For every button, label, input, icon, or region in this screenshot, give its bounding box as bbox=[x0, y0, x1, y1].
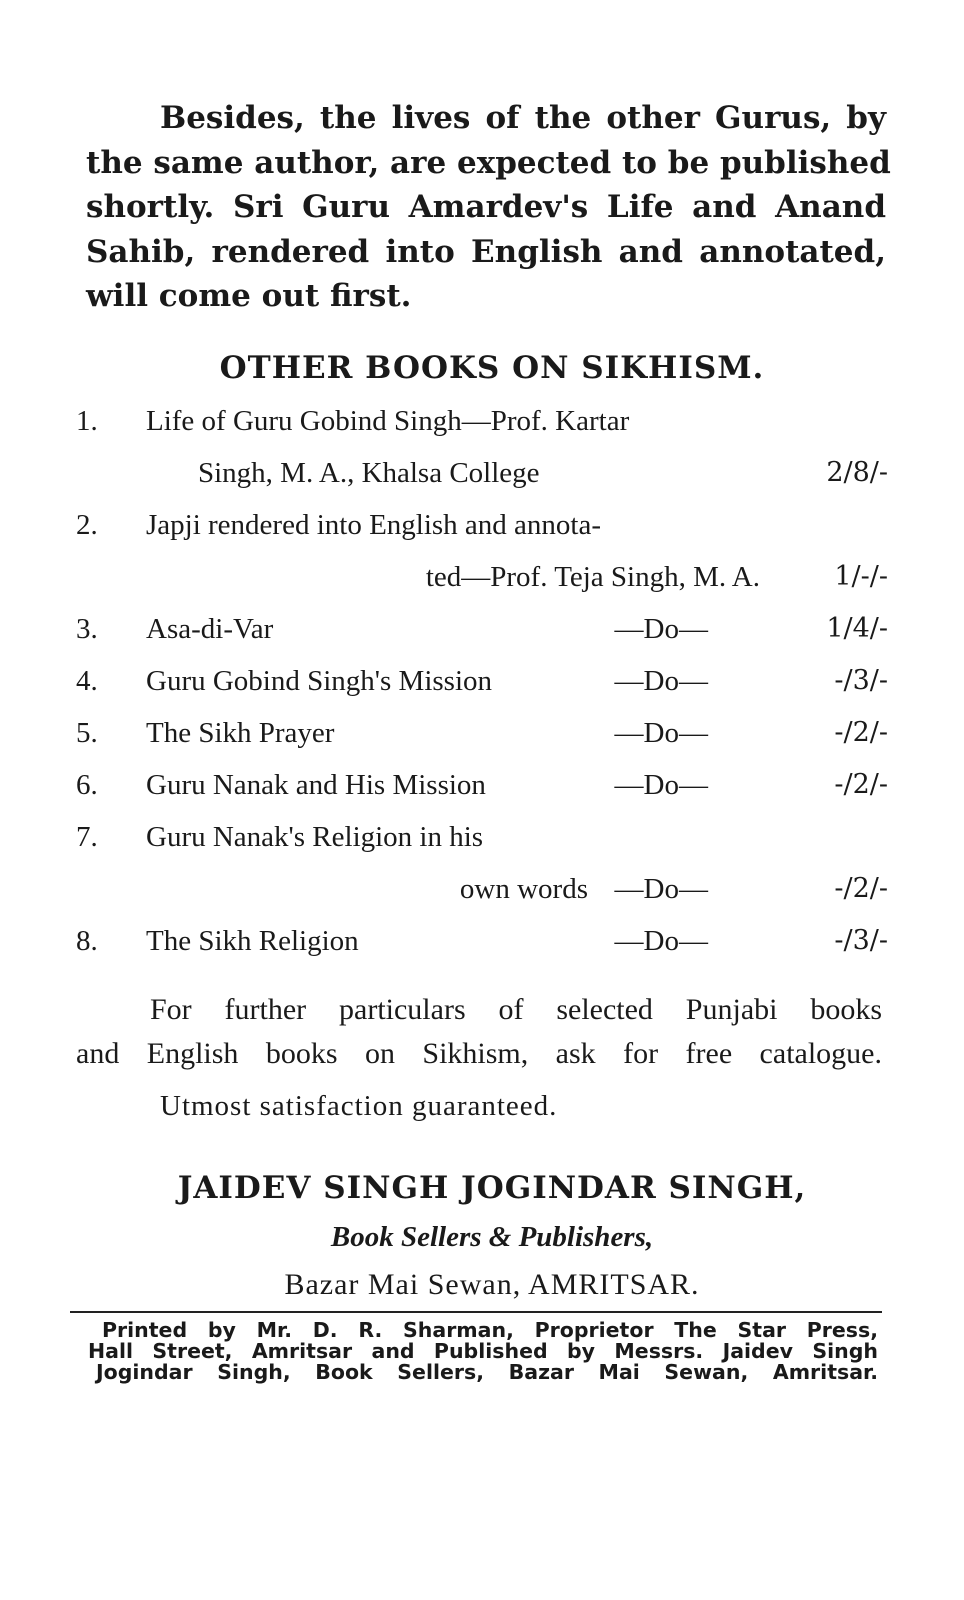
book-author: —Do— bbox=[614, 717, 708, 749]
books-heading: OTHER BOOKS ON SIKHISM. bbox=[219, 350, 765, 386]
book-price: -/2/- bbox=[834, 717, 888, 748]
book-number: 4. bbox=[76, 665, 98, 697]
book-price: 1/4/- bbox=[826, 613, 888, 644]
book-author: —Do— bbox=[614, 665, 708, 697]
book-item bbox=[76, 665, 888, 717]
book-title: The Sikh Religion bbox=[146, 925, 359, 957]
publisher-role: Book Sellers & Publishers, bbox=[330, 1221, 654, 1253]
book-item bbox=[76, 509, 888, 613]
book-number: 6. bbox=[76, 769, 98, 801]
book-title: Guru Gobind Singh's Mission bbox=[146, 665, 493, 697]
divider-rule bbox=[70, 1311, 882, 1313]
further-line: For further particulars of selected Punjabi books bbox=[150, 993, 882, 1026]
intro-line: shortly. Sri Guru Amardev's Life and Anand bbox=[86, 189, 886, 225]
book-title-cont: ted—Prof. Teja Singh, M. A. bbox=[425, 561, 760, 593]
book-author: —Do— bbox=[614, 873, 708, 905]
imprint-line: Printed by Mr. D. R. Sharman, Proprietor The Star Press, bbox=[102, 1318, 878, 1342]
book-list bbox=[76, 405, 888, 977]
book-title: Guru Nanak and His Mission bbox=[146, 769, 486, 801]
printer-imprint bbox=[88, 1320, 878, 1383]
imprint-line: Hall Street, Amritsar and Published by Messrs. Jaidev Singh bbox=[88, 1339, 878, 1363]
book-item bbox=[76, 613, 888, 665]
intro-line: the same author, are expected to be published bbox=[86, 144, 891, 181]
publisher-name: JAIDEV SINGH JOGINDAR SINGH, bbox=[177, 1170, 807, 1206]
book-title-cont: Singh, M. A., Khalsa College bbox=[198, 457, 540, 489]
book-price: -/2/- bbox=[834, 769, 888, 800]
guarantee-text: Utmost satisfaction guaranteed. bbox=[160, 1090, 558, 1122]
book-title: The Sikh Prayer bbox=[146, 717, 335, 749]
book-price: -/3/- bbox=[834, 665, 888, 696]
further-paragraph bbox=[76, 988, 882, 1076]
book-author: —Do— bbox=[614, 613, 708, 645]
book-item bbox=[76, 821, 888, 925]
book-price: 1/-/- bbox=[834, 561, 888, 592]
intro-line: Besides, the lives of the other Gurus, by bbox=[160, 100, 886, 136]
book-title: Guru Nanak's Religion in his bbox=[146, 821, 484, 853]
imprint-line: Jogindar Singh, Book Sellers, Bazar Mai Sewan, Amritsar. bbox=[96, 1360, 878, 1384]
book-item bbox=[76, 717, 888, 769]
book-number: 8. bbox=[76, 925, 98, 957]
book-item bbox=[76, 925, 888, 977]
book-title: Life of Guru Gobind Singh—Prof. Kartar bbox=[146, 405, 630, 437]
intro-line: Sahib, rendered into English and annotated, bbox=[86, 233, 886, 270]
book-item bbox=[76, 405, 888, 509]
book-number: 5. bbox=[76, 717, 98, 749]
further-line: and English books on Sikhism, ask for free catalogue. bbox=[76, 1037, 882, 1070]
book-title: Asa-di-Var bbox=[146, 613, 274, 645]
book-number: 1. bbox=[76, 405, 98, 437]
book-title: Japji rendered into English and annota- bbox=[146, 509, 602, 541]
book-price: -/2/- bbox=[834, 873, 888, 904]
book-author: —Do— bbox=[614, 925, 708, 957]
book-number: 2. bbox=[76, 509, 98, 541]
book-number: 7. bbox=[76, 821, 98, 853]
publisher-address: Bazar Mai Sewan, AMRITSAR. bbox=[284, 1268, 700, 1301]
intro-line: will come out first. bbox=[86, 278, 412, 314]
intro-paragraph bbox=[86, 96, 891, 319]
book-author: —Do— bbox=[614, 769, 708, 801]
book-title-cont: own words bbox=[459, 873, 588, 905]
book-price: -/3/- bbox=[834, 925, 888, 956]
book-item bbox=[76, 769, 888, 821]
book-price: 2/8/- bbox=[826, 457, 888, 488]
book-number: 3. bbox=[76, 613, 98, 645]
